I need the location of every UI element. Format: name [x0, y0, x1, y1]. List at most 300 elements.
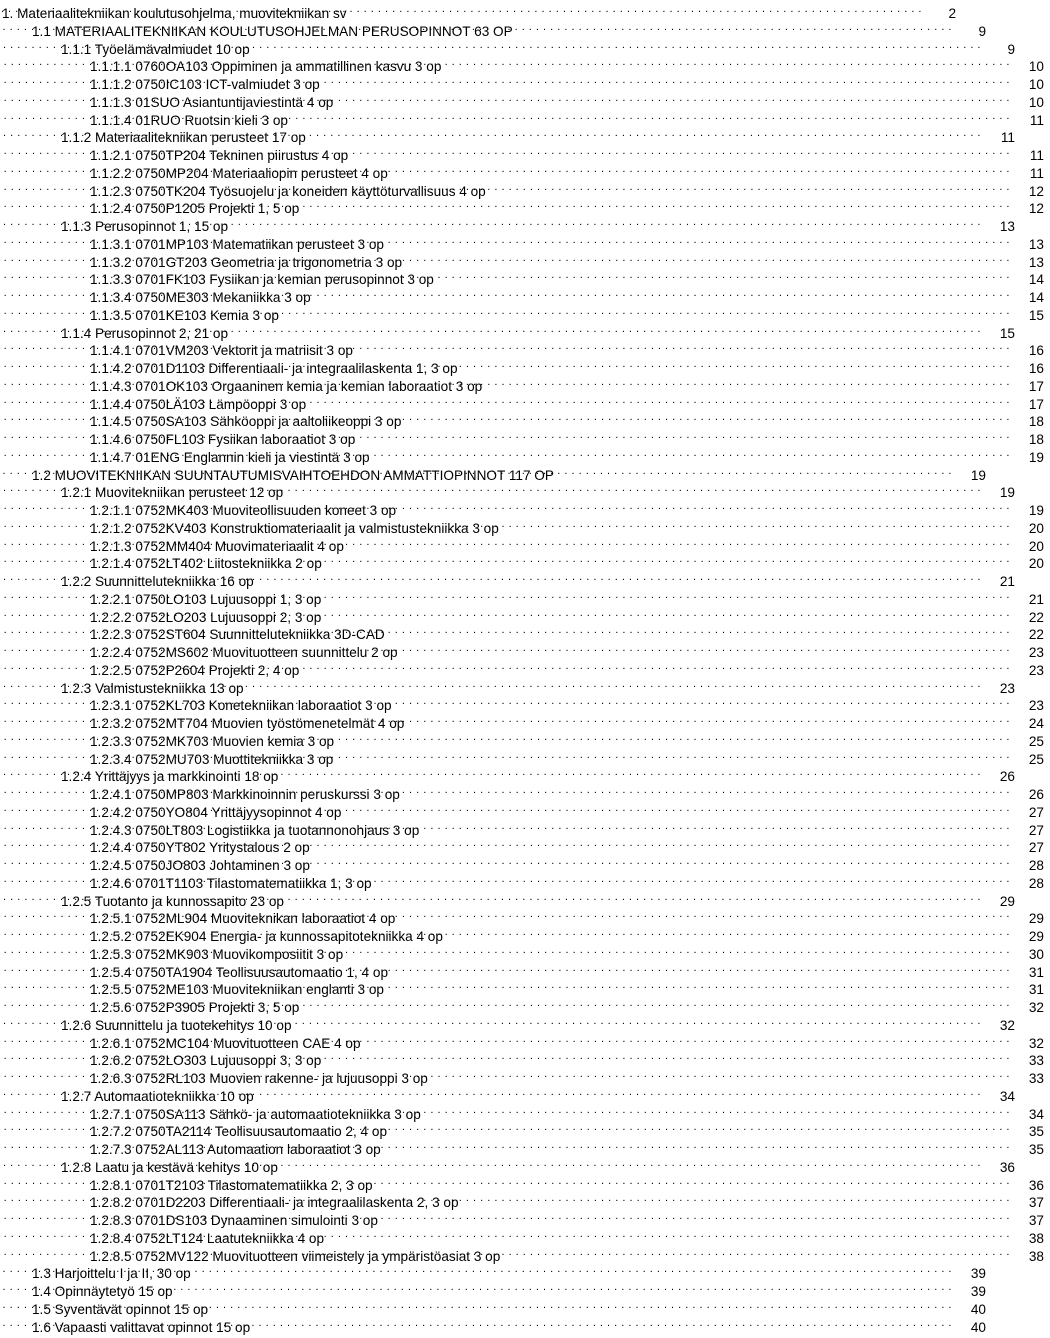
dot-leader: [404, 408, 1010, 426]
toc-entry-page: 35: [1028, 1142, 1044, 1157]
toc-entry-title: 1.1.2.1 0750TP204 Tekninen piirustus 4 op: [90, 148, 349, 163]
toc-entry[interactable]: [0, 1189, 1050, 1211]
toc-entry-page: 10: [1028, 59, 1044, 75]
toc-entry-title: 1.3 Harjoittelu I ja II, 30 op: [32, 1266, 191, 1282]
toc-entry-title: 1.1.2 Materiaalitekniikan perusteet 17 op: [61, 130, 306, 146]
toc-entry-title: 1.2.8.2 0701D2203 Differentiaali- ja integraalilaskenta 2, 3 op: [90, 1195, 459, 1211]
toc-entry[interactable]: [0, 781, 1050, 802]
toc-entry[interactable]: [0, 870, 1050, 891]
toc-entry-title: 1.2.5.1 0752ML904 Muoviteknikan laboraatiot 4 op: [90, 911, 396, 927]
dot-leader: [391, 160, 1010, 178]
toc-entry[interactable]: [0, 1118, 1050, 1140]
toc-entry[interactable]: [0, 0, 962, 21]
toc-entry[interactable]: [0, 923, 1050, 944]
toc-entry-page: 29: [1028, 911, 1044, 927]
toc-entry-title: 1.2.8.1 0701T2103 Tilastomatematiikka 2, 3 op: [90, 1177, 373, 1193]
toc-entry-page: 32: [1028, 1035, 1044, 1051]
toc-entry-page: 24: [1028, 716, 1044, 731]
dot-leader: [395, 692, 1010, 710]
toc-entry[interactable]: [0, 1047, 1050, 1069]
dot-leader: [405, 249, 1010, 267]
toc-entry-page: 35: [1028, 1124, 1044, 1140]
toc-entry-title: 1.2.5.5 0752ME103 Muovitekniikan englanti 3 op: [90, 982, 384, 998]
dot-leader: [282, 302, 1010, 320]
toc-entry[interactable]: [0, 1172, 1050, 1193]
toc-entry-page: 21: [1028, 591, 1044, 607]
toc-entry-title: 1.1.3.2 0701GT203 Geometria ja trigonometria 3 op: [90, 254, 403, 270]
dot-leader: [291, 107, 1010, 125]
toc-entry-title: 1.2.2.1 0750LO103 Lujuusoppi 1, 3 op: [90, 591, 322, 607]
toc-entry-page: 18: [1028, 432, 1044, 447]
toc-entry-title: 1.2.1.2 0752KV403 Konstruktiomateriaalit ja valmistustekniikka 3 op: [90, 520, 499, 536]
dot-leader: [257, 568, 981, 586]
toc-entry[interactable]: [0, 1296, 992, 1317]
toc-entry[interactable]: [0, 905, 1050, 927]
toc-entry-page: 2: [948, 6, 956, 21]
toc-entry-page: 16: [1028, 343, 1044, 359]
toc-entry-page: 23: [1028, 645, 1044, 660]
toc-entry[interactable]: [0, 1260, 992, 1282]
toc-entry[interactable]: [0, 1030, 1050, 1051]
toc-entry-page: 28: [1028, 858, 1044, 873]
toc-entry[interactable]: [0, 1278, 992, 1299]
dot-leader: [211, 1296, 952, 1314]
toc-entry-title: 1.1.1.3 01SUO Asiantuntijaviestintä 4 op: [90, 94, 334, 110]
dot-leader: [302, 994, 1010, 1012]
dot-leader: [390, 1118, 1010, 1136]
toc-entry-page: 17: [1028, 396, 1044, 412]
toc-entry-page: 27: [1028, 804, 1044, 820]
toc-entry[interactable]: [0, 249, 1050, 270]
toc-entry[interactable]: [0, 266, 1050, 288]
toc-entry[interactable]: [0, 657, 1050, 678]
dot-leader: [313, 852, 1010, 870]
toc-entry-title: 1.1.1 Työelämävalmiudet 10 op: [61, 41, 250, 57]
toc-entry[interactable]: [0, 444, 1050, 465]
dot-leader: [295, 1012, 981, 1030]
dot-leader: [336, 746, 1010, 764]
toc-entry[interactable]: [0, 888, 1021, 909]
dot-leader: [287, 888, 981, 906]
dot-leader: [384, 1136, 1010, 1154]
toc-entry-page: 19: [1028, 449, 1044, 465]
toc-entry-page: 21: [999, 574, 1015, 589]
toc-entry[interactable]: [0, 391, 1050, 412]
toc-entry-page: 19: [999, 485, 1015, 501]
toc-entry-page: 12: [1028, 201, 1044, 217]
toc-entry-page: 19: [1028, 503, 1044, 518]
toc-entry[interactable]: [0, 1012, 1021, 1033]
dot-leader: [344, 799, 1010, 817]
toc-entry-title: 1.2.4.3 0750LT803 Logistiikka ja tuotannonohjaus 3 op: [90, 822, 420, 838]
dot-leader: [364, 1030, 1010, 1048]
toc-entry[interactable]: [0, 302, 1050, 323]
toc-entry-page: 11: [1000, 130, 1015, 146]
dot-leader: [286, 479, 981, 497]
toc-entry[interactable]: [0, 639, 1050, 660]
toc-entry[interactable]: [0, 941, 1050, 962]
dot-leader: [489, 178, 1010, 196]
toc-entry-title: 1.2.3.2 0752MT704 Muovien työstömenetelmät 4 op: [90, 716, 405, 731]
toc-entry[interactable]: [0, 18, 992, 39]
dot-leader: [194, 1260, 952, 1278]
dot-leader: [313, 834, 1010, 852]
toc-entry-page: 28: [1028, 875, 1044, 891]
toc-entry-page: 11: [1029, 165, 1044, 181]
toc-entry[interactable]: [0, 1154, 1021, 1175]
toc-entry-title: 1.2 MUOVITEKNIIKAN SUUNTAUTUMISVAIHTOEHDON AMMATTIOPINNOT 117 OP: [32, 467, 554, 483]
toc-entry[interactable]: [0, 1136, 1050, 1157]
dot-leader: [309, 391, 1010, 409]
toc-entry-title: 1.2.8.4 0752LT124 Laatutekniikka 4 op: [90, 1230, 325, 1246]
toc-entry-title: 1.2.2.2 0752LO203 Lujuusoppi 2, 3 op: [90, 609, 322, 625]
toc-entry[interactable]: [0, 160, 1050, 181]
toc-entry[interactable]: [0, 53, 1050, 75]
toc-entry[interactable]: [0, 852, 1050, 873]
toc-entry-title: 1.1.3 Perusopinnot 1, 15 op: [61, 219, 229, 234]
toc-entry-page: 14: [1028, 290, 1044, 305]
toc-entry-page: 13: [1028, 254, 1044, 270]
toc-entry-page: 36: [1028, 1177, 1044, 1193]
toc-entry-title: 1.2.5.2 0752EK904 Energia- ja kunnossapitotekniikka 4 op: [90, 929, 443, 944]
dot-leader: [503, 1243, 1010, 1261]
dot-leader: [281, 763, 981, 781]
dot-leader: [356, 337, 1010, 355]
toc-entry[interactable]: [0, 763, 1021, 785]
toc-entry-page: 23: [1028, 662, 1044, 678]
toc-entry-title: 1.2.5.3 0752MK903 Muovikomposiitit 3 op: [90, 946, 344, 962]
toc-entry[interactable]: [0, 213, 1021, 234]
toc-entry-page: 37: [1028, 1213, 1044, 1228]
dot-leader: [253, 1314, 952, 1332]
toc-entry[interactable]: [0, 195, 1050, 217]
dot-leader: [431, 1065, 1010, 1083]
toc-entry-page: 26: [999, 769, 1015, 785]
toc-entry[interactable]: [0, 746, 1050, 767]
toc-entry-title: 1.2.2.3 0752ST604 Suunnittelutekniikka 3D-CAD: [90, 627, 385, 643]
toc-entry-title: 1.5 Syventävät opinnot 15 op: [32, 1301, 209, 1317]
toc-entry[interactable]: [0, 124, 1021, 146]
toc-entry-page: 10: [1028, 94, 1044, 110]
toc-entry[interactable]: [0, 817, 1050, 838]
toc-entry-page: 26: [1028, 787, 1044, 802]
toc-entry-title: 1.2.6 Suunnittelu ja tuotekehitys 10 op: [61, 1017, 292, 1033]
toc-entry-title: 1.2.5.6 0752P3905 Projekti 3, 5 op: [90, 1000, 300, 1015]
toc-entry[interactable]: [0, 479, 1021, 501]
toc-entry-title: 1.1.1.4 01RUO Ruotsin kieli 3 op: [90, 112, 288, 128]
dot-leader: [373, 444, 1010, 462]
dot-leader: [381, 1207, 1010, 1225]
toc-entry-title: 1.2.6.1 0752MC104 Muovituotteen CAE 4 op: [90, 1035, 361, 1051]
dot-leader: [401, 639, 1010, 657]
dot-leader: [324, 1047, 1010, 1065]
toc-entry[interactable]: [0, 959, 1050, 980]
toc-entry[interactable]: [0, 1101, 1050, 1122]
toc-entry-title: 1.1.4 Perusopinnot 2, 21 op: [61, 325, 229, 341]
dot-leader: [391, 959, 1010, 977]
toc-entry-page: 17: [1028, 378, 1044, 394]
dot-leader: [437, 266, 1010, 284]
toc-entry[interactable]: [0, 462, 992, 483]
dot-leader: [309, 124, 981, 142]
dot-leader: [176, 1278, 952, 1296]
toc-entry-title: 1.2.4.2 0750YO804 Yrittäjyysopinnot 4 op: [90, 804, 342, 820]
toc-entry-page: 22: [1028, 627, 1044, 643]
dot-leader: [302, 657, 1010, 675]
toc-entry[interactable]: [0, 1065, 1050, 1086]
toc-entry-page: 40: [970, 1301, 986, 1317]
toc-entry-title: 1.2.4.6 0701T1103 Tilastomatematiikka 1, 3 op: [90, 875, 372, 891]
dot-leader: [462, 1189, 1010, 1207]
toc-entry-title: 1.2.7.1 0750SA113 Sähkö- ja automaatiotekniikka 3 op: [90, 1106, 421, 1122]
toc-entry-title: 1.2.8 Laatu ja kestävä kehitys 10 op: [61, 1159, 278, 1175]
dot-leader: [346, 941, 1010, 959]
dot-leader: [314, 284, 1010, 302]
dot-leader: [398, 905, 1010, 923]
toc-entry-page: 22: [1028, 609, 1044, 625]
toc-entry-title: 1. Materiaalitekniikan koulutusohjelma, muovitekniikan sv: [2, 6, 347, 21]
toc-entry[interactable]: [0, 1207, 1050, 1228]
toc-entry-title: 1.1.4.5 0750SA103 Sähköoppi ja aaltoliikeoppi 3 op: [90, 414, 402, 430]
toc-entry-page: 10: [1028, 77, 1044, 92]
toc-entry-page: 11: [1029, 148, 1044, 163]
dot-leader: [351, 142, 1010, 160]
toc-entry-page: 19: [970, 467, 986, 483]
toc-entry[interactable]: [0, 142, 1050, 163]
toc-entry-page: 9: [978, 23, 986, 39]
toc-entry[interactable]: [0, 994, 1050, 1015]
toc-entry-title: 1.1.4.4 0750LÄ103 Lämpöoppi 3 op: [90, 396, 307, 412]
toc-entry[interactable]: [0, 568, 1021, 589]
toc-entry-page: 9: [1007, 41, 1015, 57]
toc-entry-page: 13: [999, 219, 1015, 234]
dot-leader: [347, 533, 1010, 551]
toc-entry[interactable]: [0, 107, 1050, 128]
dot-leader: [376, 1172, 1010, 1190]
toc-entry[interactable]: [0, 692, 1050, 714]
toc-entry-page: 27: [1028, 840, 1044, 856]
dot-leader: [336, 89, 1010, 107]
toc-entry-title: 1.2.3.4 0752MU703 Muottitekniikka 3 op: [90, 751, 334, 767]
toc-entry-page: 16: [1028, 361, 1044, 376]
dot-leader: [253, 36, 981, 54]
toc-entry[interactable]: [0, 178, 1050, 199]
dot-leader: [461, 355, 1010, 373]
toc-entry[interactable]: [0, 976, 1050, 998]
toc-entry-title: 1.2.4.4 0750YT802 Yritystalous 2 op: [90, 840, 310, 856]
toc-entry-page: 31: [1028, 964, 1044, 980]
toc-entry-title: 1.1.4.6 0750FL103 Fysiikan laboraatiot 3 op: [90, 432, 356, 447]
toc-entry-title: 1.1.3.4 0750ME303 Mekaniikka 3 op: [90, 290, 311, 305]
toc-entry[interactable]: [0, 36, 1021, 57]
toc-entry-title: 1.2.2 Suunnittelutekniikka 16 op: [61, 574, 254, 589]
toc-entry[interactable]: [0, 550, 1050, 572]
toc-entry-title: 1.4 Opinnäytetyö 15 op: [32, 1284, 173, 1299]
toc-entry-title: 1.2.3.3 0752MK703 Muovien kemia 3 op: [90, 733, 335, 749]
toc-entry[interactable]: [0, 89, 1050, 110]
toc-entry-page: 29: [999, 893, 1015, 909]
dot-leader: [231, 320, 981, 338]
toc-entry-title: 1.1.4.3 0701OK103 Orgaaninen kemia ja kemian laboraatiot 3 op: [90, 378, 483, 394]
dot-leader: [337, 728, 1010, 746]
dot-leader: [407, 710, 1010, 728]
dot-leader: [281, 1154, 981, 1172]
toc-entry[interactable]: [0, 586, 1050, 607]
dot-leader: [387, 976, 1010, 994]
dot-leader: [247, 675, 981, 693]
toc-entry-page: 13: [1028, 236, 1044, 252]
dot-leader: [403, 781, 1010, 799]
toc-entry[interactable]: [0, 71, 1050, 92]
toc-entry-page: 33: [1028, 1071, 1044, 1086]
dot-leader: [325, 550, 1010, 568]
toc-entry-title: 1.1.4.1 0701VM203 Vektorit ja matriisit 3 op: [90, 343, 353, 359]
dot-leader: [257, 1083, 981, 1101]
toc-entry[interactable]: [0, 320, 1021, 341]
toc-entry-page: 25: [1028, 733, 1044, 749]
toc-entry-title: 1.2.3 Valmistustekniikka 13 op: [61, 680, 244, 696]
toc-entry-title: 1.2.3.1 0752KL703 Konetekniikan laboraatiot 3 op: [90, 698, 392, 714]
toc-entry-page: 15: [1028, 307, 1044, 323]
toc-entry-title: 1.2.5.4 0750TA1904 Teollisuusautomaatio 1, 4 op: [90, 964, 389, 980]
toc-entry[interactable]: [0, 355, 1050, 376]
toc-entry-page: 20: [1028, 556, 1044, 572]
toc-entry[interactable]: [0, 799, 1050, 820]
dot-leader: [323, 71, 1010, 89]
toc-entry[interactable]: [0, 408, 1050, 430]
toc-entry[interactable]: [0, 533, 1050, 554]
toc-entry[interactable]: [0, 515, 1050, 536]
dot-leader: [502, 515, 1010, 533]
toc-entry-title: 1.2.8.5 0752MV122 Muovituotteen viimeistely ja ympäristöasiat 3 op: [90, 1248, 501, 1264]
toc-entry-title: 1.2.7.3 0752AL113 Automaation laboraatiot 3 op: [90, 1142, 381, 1157]
toc-entry-page: 39: [970, 1284, 986, 1299]
toc-entry-page: 18: [1028, 414, 1044, 430]
dot-leader: [422, 817, 1010, 835]
toc-entry-title: 1.2.2.5 0752P2604 Projekti 2, 4 op: [90, 662, 300, 678]
toc-entry-title: 1.2.4.5 0750JO803 Johtaminen 3 op: [90, 858, 310, 873]
toc-entry-page: 14: [1028, 272, 1044, 288]
toc-entry-title: 1.1.2.3 0750TK204 Työsuojelu ja koneiden käyttöturvallisuus 4 op: [90, 183, 486, 199]
dot-leader: [324, 586, 1010, 604]
toc-entry-page: 30: [1028, 946, 1044, 962]
toc-entry-title: 1.2.1 Muovitekniikan perusteet 12 op: [61, 485, 284, 501]
toc-entry-page: 38: [1028, 1230, 1044, 1246]
dot-leader: [399, 497, 1010, 515]
toc-entry-page: 32: [999, 1017, 1015, 1033]
toc-entry-page: 20: [1028, 538, 1044, 554]
toc-entry[interactable]: [0, 284, 1050, 305]
toc-entry-title: 1.2.6.2 0752LO303 Lujuusoppi 3, 3 op: [90, 1053, 322, 1069]
toc-entry-page: 23: [999, 680, 1015, 696]
dot-leader: [446, 923, 1010, 941]
toc-entry-title: 1.2.4 Yrittäjyys ja markkinointi 18 op: [61, 769, 279, 785]
toc-entry[interactable]: [0, 621, 1050, 643]
toc-entry[interactable]: [0, 1314, 992, 1335]
toc-entry-page: 12: [1028, 183, 1044, 199]
toc-entry-page: 29: [1028, 929, 1044, 944]
toc-entry[interactable]: [0, 426, 1050, 447]
toc-entry-page: 34: [1028, 1106, 1044, 1122]
toc-entry[interactable]: [0, 1083, 1021, 1104]
toc-entry-page: 34: [999, 1088, 1015, 1104]
toc-entry-title: 1.2.2.4 0752MS602 Muovituotteen suunnittelu 2 op: [90, 645, 398, 660]
toc-entry[interactable]: [0, 373, 1050, 394]
toc-entry[interactable]: [0, 1225, 1050, 1246]
toc-entry-title: 1.2.1.3 0752MM404 Muovimateriaalit 4 op: [90, 538, 344, 554]
toc-entry[interactable]: [0, 231, 1050, 252]
toc-entry-title: 1.1.2.4 0750P1205 Projekti 1, 5 op: [90, 201, 300, 217]
dot-leader: [424, 1101, 1010, 1119]
toc-entry[interactable]: [0, 497, 1050, 518]
toc-entry-page: 31: [1028, 982, 1044, 998]
toc-entry-title: 1.1.3.3 0701FK103 Fysiikan ja kemian perusopinnot 3 op: [90, 272, 434, 288]
toc-entry-title: 1.1.4.2 0701D1103 Differentiaali- ja integraalilaskenta 1, 3 op: [90, 361, 458, 376]
toc-entry-title: 1.6 Vapaasti valittavat opinnot 15 op: [32, 1319, 251, 1335]
dot-leader: [388, 621, 1010, 639]
toc-entry-title: 1.2.1.1 0752MK403 Muoviteollisuuden koneet 3 op: [90, 503, 397, 518]
toc-entry-title: 1.2.1.4 0752LT402 Liitostekniikka 2 op: [90, 556, 322, 572]
dot-leader: [324, 604, 1010, 622]
dot-leader: [557, 462, 952, 480]
toc-entry[interactable]: [0, 337, 1050, 359]
toc-entry-page: 27: [1028, 822, 1044, 838]
toc-entry[interactable]: [0, 1243, 1050, 1264]
toc-entry-title: 1.1.2.2 0750MP204 Materiaaliopin perusteet 4 op: [90, 165, 388, 181]
toc-entry-page: 36: [999, 1159, 1015, 1175]
dot-leader: [387, 231, 1010, 249]
toc-entry-title: 1.1.1.2 0750IC103 ICT-valmiudet 3 op: [90, 77, 320, 92]
dot-leader: [350, 0, 922, 18]
toc-entry-page: 25: [1028, 751, 1044, 767]
toc-entry-title: 1.2.7.2 0750TA2114 Teollisuusautomaatio 2, 4 op: [90, 1124, 388, 1140]
toc-entry-page: 11: [1029, 112, 1044, 128]
toc-entry-page: 32: [1028, 1000, 1044, 1015]
dot-leader: [444, 53, 1010, 71]
toc-entry-page: 40: [970, 1319, 986, 1335]
toc-entry[interactable]: [0, 728, 1050, 749]
toc-entry-title: 1.1.3.5 0701KE103 Kemia 3 op: [90, 307, 279, 323]
dot-leader: [302, 195, 1010, 213]
toc-entry-title: 1.2.6.3 0752RL103 Muovien rakenne- ja lujuusoppi 3 op: [90, 1071, 428, 1086]
toc-entry-title: 1.1.1.1 0760OA103 Oppiminen ja ammatillinen kasvu 3 op: [90, 59, 442, 75]
dot-leader: [516, 18, 952, 36]
toc-entry-title: 1.2.8.3 0701DS103 Dynaaminen simulointi 3 op: [90, 1213, 378, 1228]
toc-entry[interactable]: [0, 710, 1050, 731]
toc-entry-page: 39: [970, 1266, 986, 1282]
toc-entry-page: 37: [1028, 1195, 1044, 1211]
toc-entry-page: 15: [999, 325, 1015, 341]
toc-entry-page: 33: [1028, 1053, 1044, 1069]
toc-entry-title: 1.1.3.1 0701MP103 Matematiikan perusteet 3 op: [90, 236, 384, 252]
dot-leader: [327, 1225, 1010, 1243]
dot-leader: [485, 373, 1010, 391]
toc-entry-title: 1.2.4.1 0750MP803 Markkinoinnin peruskurssi 3 op: [90, 787, 400, 802]
toc-entry[interactable]: [0, 675, 1021, 696]
toc-entry[interactable]: [0, 604, 1050, 625]
toc-entry-page: 38: [1028, 1248, 1044, 1264]
toc-entry-page: 23: [1028, 698, 1044, 714]
dot-leader: [375, 870, 1010, 888]
toc-entry-title: 1.2.5 Tuotanto ja kunnossapito 23 op: [61, 893, 284, 909]
dot-leader: [358, 426, 1010, 444]
toc-entry-title: 1.1.4.7 01ENG Englannin kieli ja viestintä 3 op: [90, 449, 370, 465]
toc-entry-page: 20: [1028, 520, 1044, 536]
toc-entry[interactable]: [0, 834, 1050, 856]
toc-entry-title: 1.1 MATERIAALITEKNIIKAN KOULUTUSOHJELMAN PERUSOPINNOT 63 OP: [32, 23, 513, 39]
toc-entry-title: 1.2.7 Automaatiotekniikka 10 op: [61, 1088, 254, 1104]
dot-leader: [231, 213, 981, 231]
